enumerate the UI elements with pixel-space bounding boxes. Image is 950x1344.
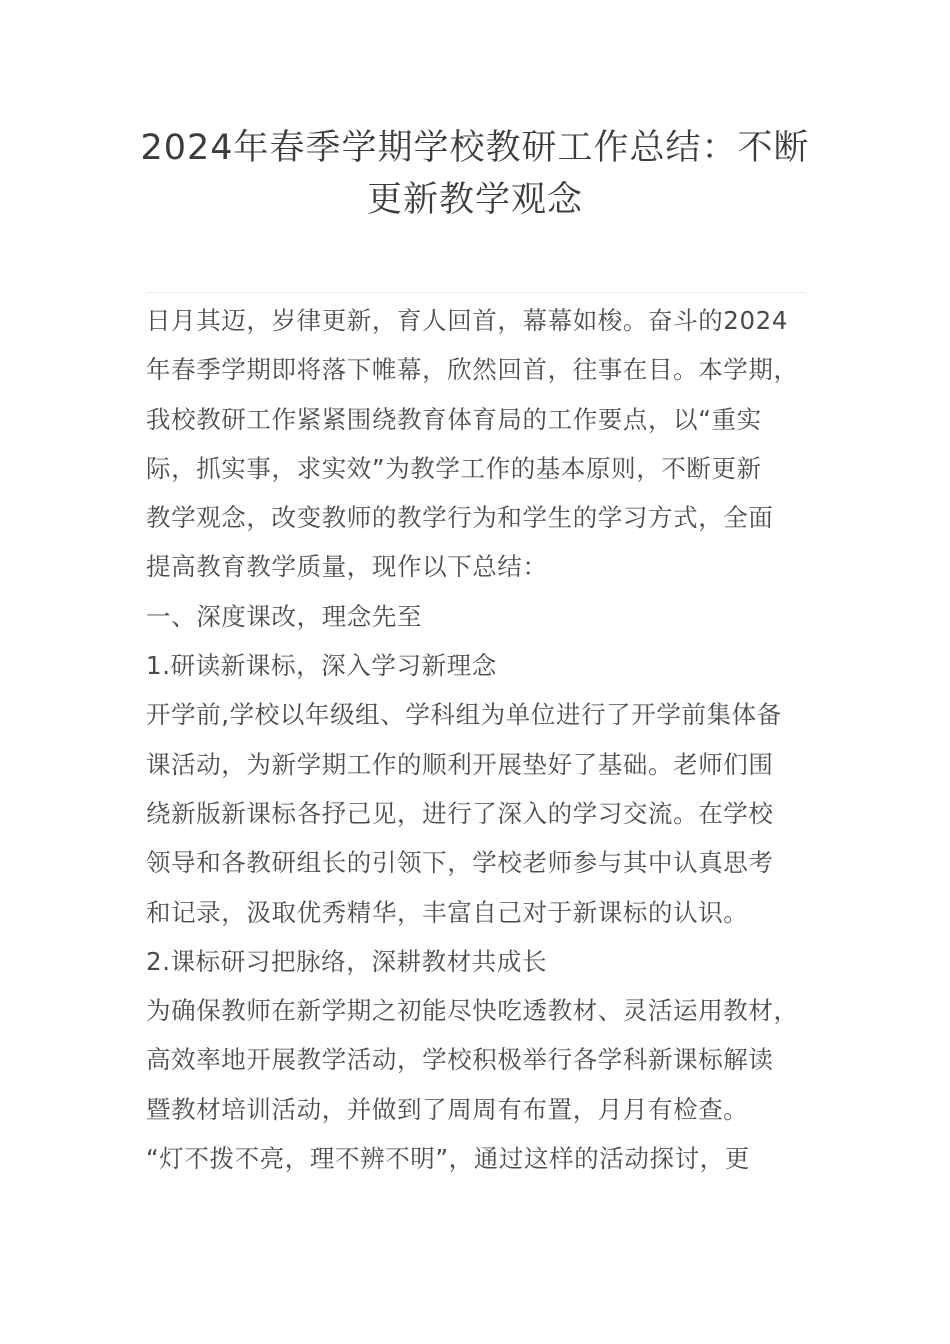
body-line: 暨教材培训活动，并做到了周周有布置，月月有检查。 (146, 1094, 749, 1124)
body-line: 领导和各教研组长的引领下，学校老师参与其中认真思考 (146, 848, 774, 878)
body-line: 提高教育教学质量，现作以下总结： (146, 552, 548, 582)
body-line: 我校教研工作紧紧围绕教育体育局的工作要点，以“重实 (146, 404, 762, 434)
title-divider (146, 292, 806, 293)
body-line: 和记录，汲取优秀精华，丰富自己对于新课标的认识。 (146, 897, 749, 927)
subsection-heading: 2.课标研习把脉络，深耕教材共成长 (146, 946, 548, 976)
body-line: 年春季学期即将落下帷幕，欣然回首，往事在目。本学期， (146, 355, 799, 385)
title-line: 更新教学观念 (366, 180, 583, 220)
body-line: 绕新版新课标各抒己见，进行了深入的学习交流。在学校 (146, 798, 774, 828)
body-line: 课活动，为新学期工作的顺利开展垫好了基础。老师们围 (146, 749, 774, 779)
document-title (140, 122, 810, 226)
title-line: 2024年春季学期学校教研工作总结：不断 (140, 128, 810, 168)
body-line: 际，抓实事，求实效”为教学工作的基本原则，不断更新 (146, 453, 762, 483)
document-body (146, 296, 806, 1183)
body-line: 高效率地开展教学活动，学校积极举行各学科新课标解读 (146, 1045, 774, 1075)
subsection-heading: 1.研读新课标，深入学习新理念 (146, 651, 497, 681)
body-line: 开学前,学校以年级组、学科组为单位进行了开学前集体备 (146, 700, 782, 730)
body-line: “灯不拨不亮，理不辨不明”，通过这样的活动探讨，更 (146, 1144, 750, 1174)
body-line: 教学观念，改变教师的教学行为和学生的学习方式，全面 (146, 503, 774, 533)
section-heading: 一、深度课改，理念先至 (146, 601, 423, 631)
body-line: 为确保教师在新学期之初能尽快吃透教材、灵活运用教材， (146, 996, 799, 1026)
body-line: 日月其迈，岁律更新，育人回首，幕幕如梭。奋斗的2024 (146, 306, 789, 335)
